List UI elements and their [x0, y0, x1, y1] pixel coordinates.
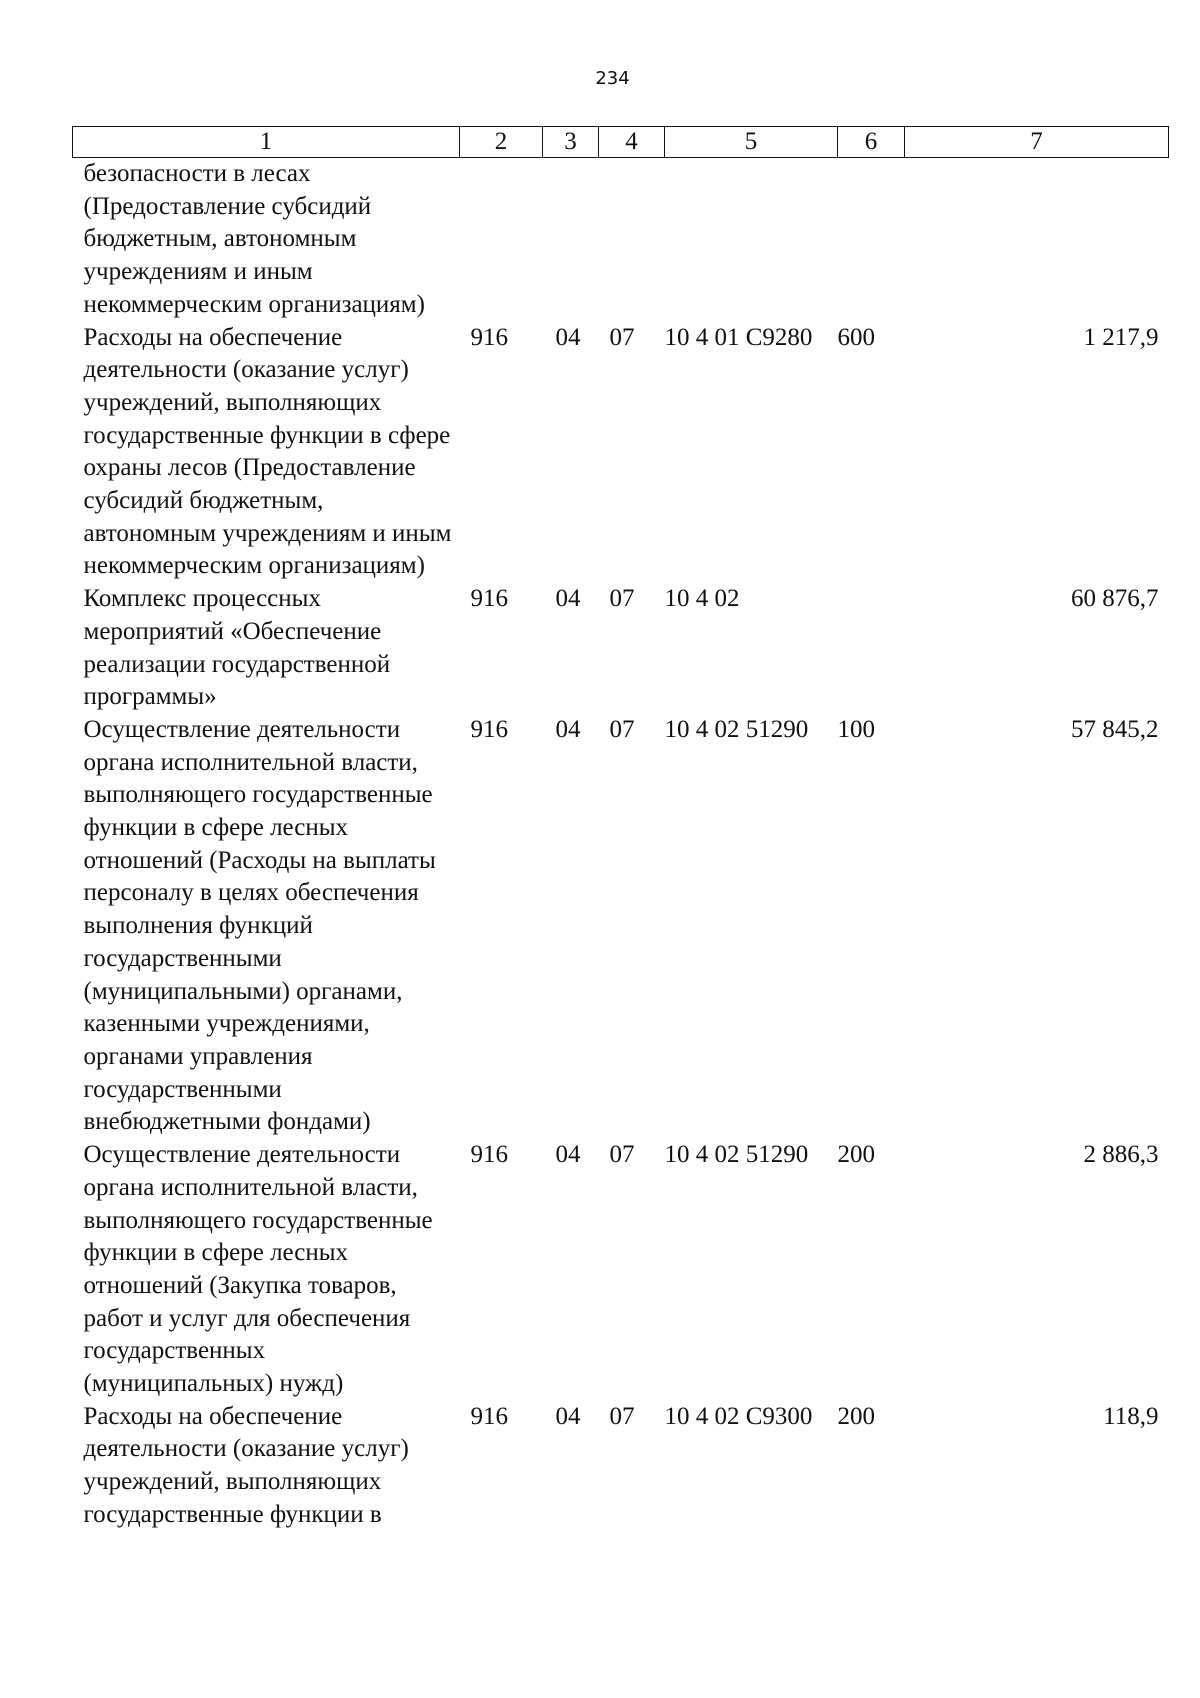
row-col3: 04	[555, 323, 581, 351]
row-col4	[599, 158, 665, 322]
row-name: Осуществление деятельности органа исполнительной власти, выполняющего государственные функции в сфере лесных отношений (Расходы на выплаты персоналу в целях обеспечения выполнения функций государственными (муниципальными) органами, казенными учреждениями, органами управления государственными внебюджетными фондами)	[83, 715, 436, 1136]
row-col2: 916	[470, 715, 508, 743]
row-name: безопасности в лесах (Предоставление субсидий бюджетным, автономным учреждениям и иным некоммерческим организациям)	[83, 160, 425, 318]
row-col7: 2 886,3	[1083, 1141, 1159, 1169]
row-col2: 916	[470, 1141, 508, 1169]
row-col5: 10 4 02 С9300	[664, 1402, 813, 1430]
row-col2: 916	[470, 1402, 508, 1430]
table-row	[73, 1139, 1169, 1401]
row-col7	[905, 158, 1169, 322]
page-number: 234	[595, 68, 630, 89]
header-col-1: 1	[73, 127, 460, 158]
row-col7: 60 876,7	[1071, 585, 1159, 613]
row-col7: 118,9	[1103, 1402, 1159, 1430]
row-col5: 10 4 01 С9280	[664, 323, 813, 351]
row-col6: 200	[837, 1141, 875, 1169]
row-col5	[665, 158, 838, 322]
table-row	[73, 322, 1169, 584]
row-col4: 07	[609, 1141, 635, 1169]
row-col6: 200	[837, 1402, 875, 1430]
row-name: Расходы на обеспечение деятельности (оказание услуг) учреждений, выполняющих государственные функции в	[83, 1402, 409, 1528]
row-col5: 10 4 02 51290	[664, 1141, 809, 1169]
row-name: Расходы на обеспечение деятельности (оказание услуг) учреждений, выполняющих государственные функции в сфере охраны лесов (Предоставление субсидий бюджетным, автономным учреждениям и иным некоммерческим организациям)	[83, 323, 452, 580]
table-row	[73, 158, 1169, 322]
row-col2: 916	[470, 585, 508, 613]
header-row	[73, 127, 1169, 158]
table-row	[73, 583, 1169, 714]
row-col3: 04	[555, 715, 581, 743]
row-name: Комплекс процессных мероприятий «Обеспечение реализации государственной программы»	[83, 585, 391, 711]
table-row	[73, 1401, 1169, 1532]
row-col3	[543, 158, 599, 322]
budget-table	[72, 126, 1169, 1532]
row-col4: 07	[609, 1402, 635, 1430]
header-col-5: 5	[665, 127, 838, 158]
row-col6	[838, 158, 905, 322]
row-col6: 600	[837, 323, 875, 351]
row-col7: 1 217,9	[1083, 323, 1159, 351]
header-col-7: 7	[905, 127, 1169, 158]
row-col3: 04	[555, 1141, 581, 1169]
row-col2: 916	[470, 323, 508, 351]
row-col7: 57 845,2	[1071, 715, 1159, 743]
header-col-6: 6	[838, 127, 905, 158]
row-col6	[838, 583, 905, 714]
row-col2	[460, 158, 543, 322]
row-col6: 100	[837, 715, 875, 743]
row-name: Осуществление деятельности органа исполнительной власти, выполняющего государственные функции в сфере лесных отношений (Закупка товаров, работ и услуг для обеспечения государственных (муниципальных) нужд)	[83, 1141, 433, 1398]
row-col3: 04	[555, 585, 581, 613]
row-col4: 07	[609, 715, 635, 743]
row-col5: 10 4 02	[664, 585, 740, 613]
row-col4: 07	[609, 323, 635, 351]
header-col-2: 2	[460, 127, 543, 158]
row-col3: 04	[555, 1402, 581, 1430]
table-row	[73, 714, 1169, 1139]
header-col-3: 3	[543, 127, 599, 158]
row-col5: 10 4 02 51290	[664, 715, 809, 743]
row-col4: 07	[609, 585, 635, 613]
header-col-4: 4	[599, 127, 665, 158]
